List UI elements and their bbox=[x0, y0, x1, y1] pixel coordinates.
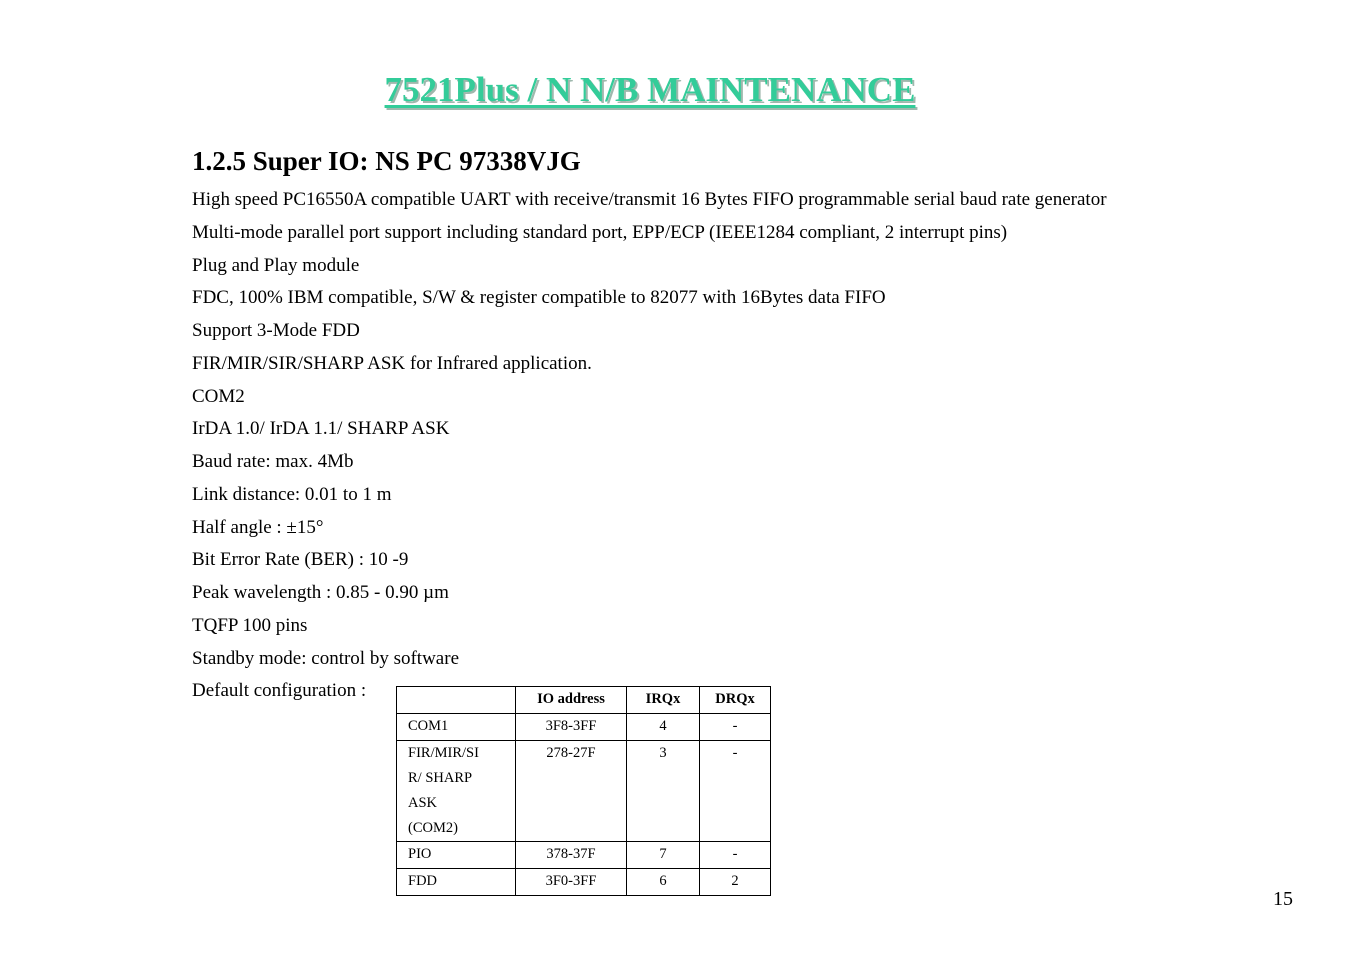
cell-drq: 2 bbox=[700, 869, 771, 896]
feature-list bbox=[192, 187, 1107, 711]
feature-line: FDC, 100% IBM compatible, S/W & register compatible to 82077 with 16Bytes data FIFO bbox=[192, 287, 886, 309]
table-row bbox=[397, 869, 771, 896]
cell-irq: 6 bbox=[627, 869, 700, 896]
cell-irq: 3 bbox=[627, 741, 700, 842]
page-number: 15 bbox=[1273, 888, 1293, 910]
feature-line: TQFP 100 pins bbox=[192, 614, 308, 636]
header-io-address: IO address bbox=[516, 687, 627, 714]
table-row bbox=[397, 842, 771, 869]
cell-irq: 7 bbox=[627, 842, 700, 869]
cell-io: 3F0-3FF bbox=[516, 869, 627, 896]
cell-device-line: FIR/MIR/SI bbox=[408, 745, 479, 761]
default-config-label: Default configuration : bbox=[192, 680, 367, 702]
feature-line: Plug and Play module bbox=[192, 254, 360, 276]
table-header-row bbox=[397, 687, 771, 714]
table-row bbox=[397, 714, 771, 741]
feature-line: FIR/MIR/SIR/SHARP ASK for Infrared application. bbox=[192, 352, 592, 374]
cell-drq: - bbox=[700, 842, 771, 869]
header-irq: IRQx bbox=[627, 687, 700, 714]
default-config-table bbox=[396, 686, 771, 896]
cell-io: 278-27F bbox=[516, 741, 627, 842]
feature-line: Half angle : ±15° bbox=[192, 516, 324, 538]
feature-line: Support 3-Mode FDD bbox=[192, 320, 360, 341]
cell-device: FDD bbox=[397, 869, 516, 896]
table-row bbox=[397, 741, 771, 842]
cell-device: COM1 bbox=[397, 714, 516, 741]
feature-line: Standby mode: control by software bbox=[192, 647, 460, 669]
cell-io: 378-37F bbox=[516, 842, 627, 869]
cell-device: PIO bbox=[397, 842, 516, 869]
cell-drq: - bbox=[700, 741, 771, 842]
cell-device-line: ASK bbox=[408, 795, 438, 811]
page-title: 7521Plus / N N/B MAINTENANCE bbox=[384, 70, 916, 109]
feature-line: COM2 bbox=[192, 385, 245, 407]
header-drq: DRQx bbox=[700, 687, 771, 714]
feature-line: Baud rate: max. 4Mb bbox=[192, 451, 354, 472]
header-device bbox=[397, 687, 516, 714]
feature-line: High speed PC16550A compatible UART with receive/transmit 16 Bytes FIFO programmable serial baud rate generator bbox=[192, 189, 1107, 210]
feature-line: Multi-mode parallel port support including standard port, EPP/ECP (IEEE1284 compliant, 2 interrupt pins) bbox=[192, 221, 1008, 243]
feature-line: Link distance: 0.01 to 1 m bbox=[192, 483, 392, 505]
feature-line: Bit Error Rate (BER) : 10 -9 bbox=[192, 549, 409, 571]
cell-irq: 4 bbox=[627, 714, 700, 741]
cell-device-line: R/ SHARP bbox=[408, 770, 473, 786]
cell-io: 3F8-3FF bbox=[516, 714, 627, 741]
cell-device bbox=[397, 741, 516, 842]
feature-line: Peak wavelength : 0.85 - 0.90 µm bbox=[192, 582, 449, 603]
feature-line: IrDA 1.0/ IrDA 1.1/ SHARP ASK bbox=[192, 418, 450, 440]
cell-device-line: (COM2) bbox=[408, 820, 458, 836]
cell-drq: - bbox=[700, 714, 771, 741]
section-heading: 1.2.5 Super IO: NS PC 97338VJG bbox=[192, 146, 581, 176]
